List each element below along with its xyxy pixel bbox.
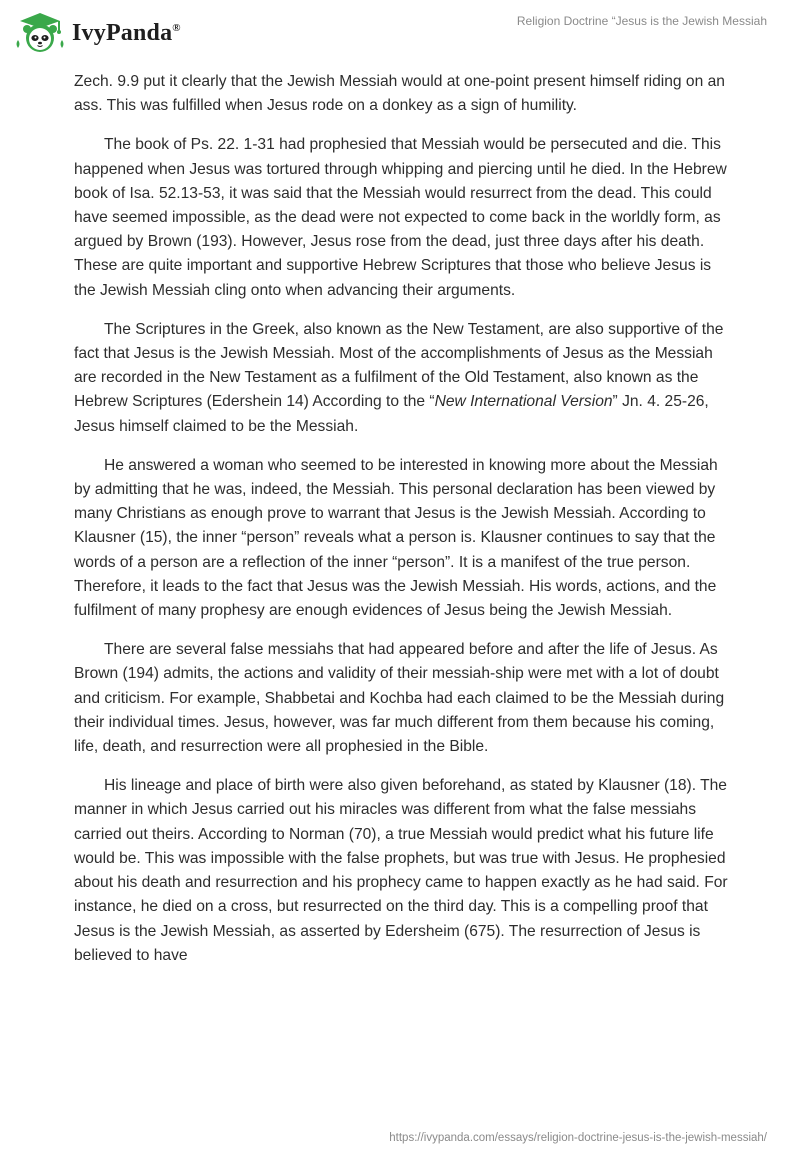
paragraph: The book of Ps. 22. 1-31 had prophesied that Messiah would be persecuted and die. This happened when Jesus was tortured through whipping and piercing until he died. In the Hebrew book of Isa. 52.13-53, it was said that the Messiah would resurrect from the dead. This could have seemed impossible, as the dead were not expected to come back in the worldly form, as argued by Brown (193). However, Jesus rose from the dead, just three days after his death. These are quite important and supportive Hebrew Scriptures that those who believe Jesus is the Jewish Messiah cling onto when advancing their arguments. xyxy=(74,136,727,299)
italic-source-title: New International Version xyxy=(434,393,613,411)
brand-name: IvyPanda® xyxy=(72,19,181,46)
panda-graduation-cap-icon xyxy=(14,10,64,56)
source-url[interactable]: https://ivypanda.com/essays/religion-doctrine-jesus-is-the-jewish-messiah/ xyxy=(389,1132,767,1144)
paragraph: He answered a woman who seemed to be interested in knowing more about the Messiah by admitting that he was, indeed, the Messiah. This personal declaration has been viewed by many Christians as enough prove to warrant that Jesus is the Jewish Messiah. According to Klausner (15), the inner “person” reveals what a person is. Klausner continues to say that the words of a person are a reflection of the inner “person”. It is a manifest of the true person. Therefore, it leads to the fact that Jesus was the Jewish Messiah. His words, actions, and the fulfilment of many prophesy are enough evidences of Jesus being the Jewish Messiah. xyxy=(74,456,718,620)
paragraph: His lineage and place of birth were also given beforehand, as stated by Klausner (18). The manner in which Jesus carried out his miracles was different from what the false messiahs carried out theirs. According to Norman (70), a true Messiah would predict what his future life would be. This was impossible with the false prophets, but was true with Jesus. He prophesied about his death and resurrection and his prophecy came to happen exactly as he had said. For instance, he died on a cross, but resurrected on the third day. This is a compelling proof that Jesus is the Jewish Messiah, as asserted by Edersheim (675). The resurrection of Jesus is believed to have xyxy=(74,777,728,964)
essay-body xyxy=(74,70,734,983)
document-title: Religion Doctrine “Jesus is the Jewish Messiah xyxy=(516,14,767,28)
paragraph: There are several false messiahs that had appeared before and after the life of Jesus. As Brown (194) admits, the actions and validity of their messiah-ship were met with a lot of doubt and criticism. For example, Shabbetai and Kochba had each claimed to be the Messiah during their individual times. Jesus, however, was far much different from them because his coming, life, death, and resurrection were all prophesied in the Bible. xyxy=(74,641,725,756)
paragraph: The Scriptures in the Greek, also known as the New Testament, are also supportive of the fact that Jesus is the Jewish Messiah. Most of the accomplishments of Jesus as the Messiah are recorded in the New Testament as a fulfilment of the Old Testament, also known as the Hebrew Scriptures (Edershein 14) According to the “New International Version” Jn. 4. 25-26, Jesus himself claimed to be the Messiah. xyxy=(74,320,724,435)
ivypanda-logo[interactable] xyxy=(14,8,204,58)
page-header xyxy=(0,0,800,64)
paragraph: Zech. 9.9 put it clearly that the Jewish Messiah would at one-point present himself riding on an ass. This was fulfilled when Jesus rode on a donkey as a sign of humility. xyxy=(74,73,725,115)
